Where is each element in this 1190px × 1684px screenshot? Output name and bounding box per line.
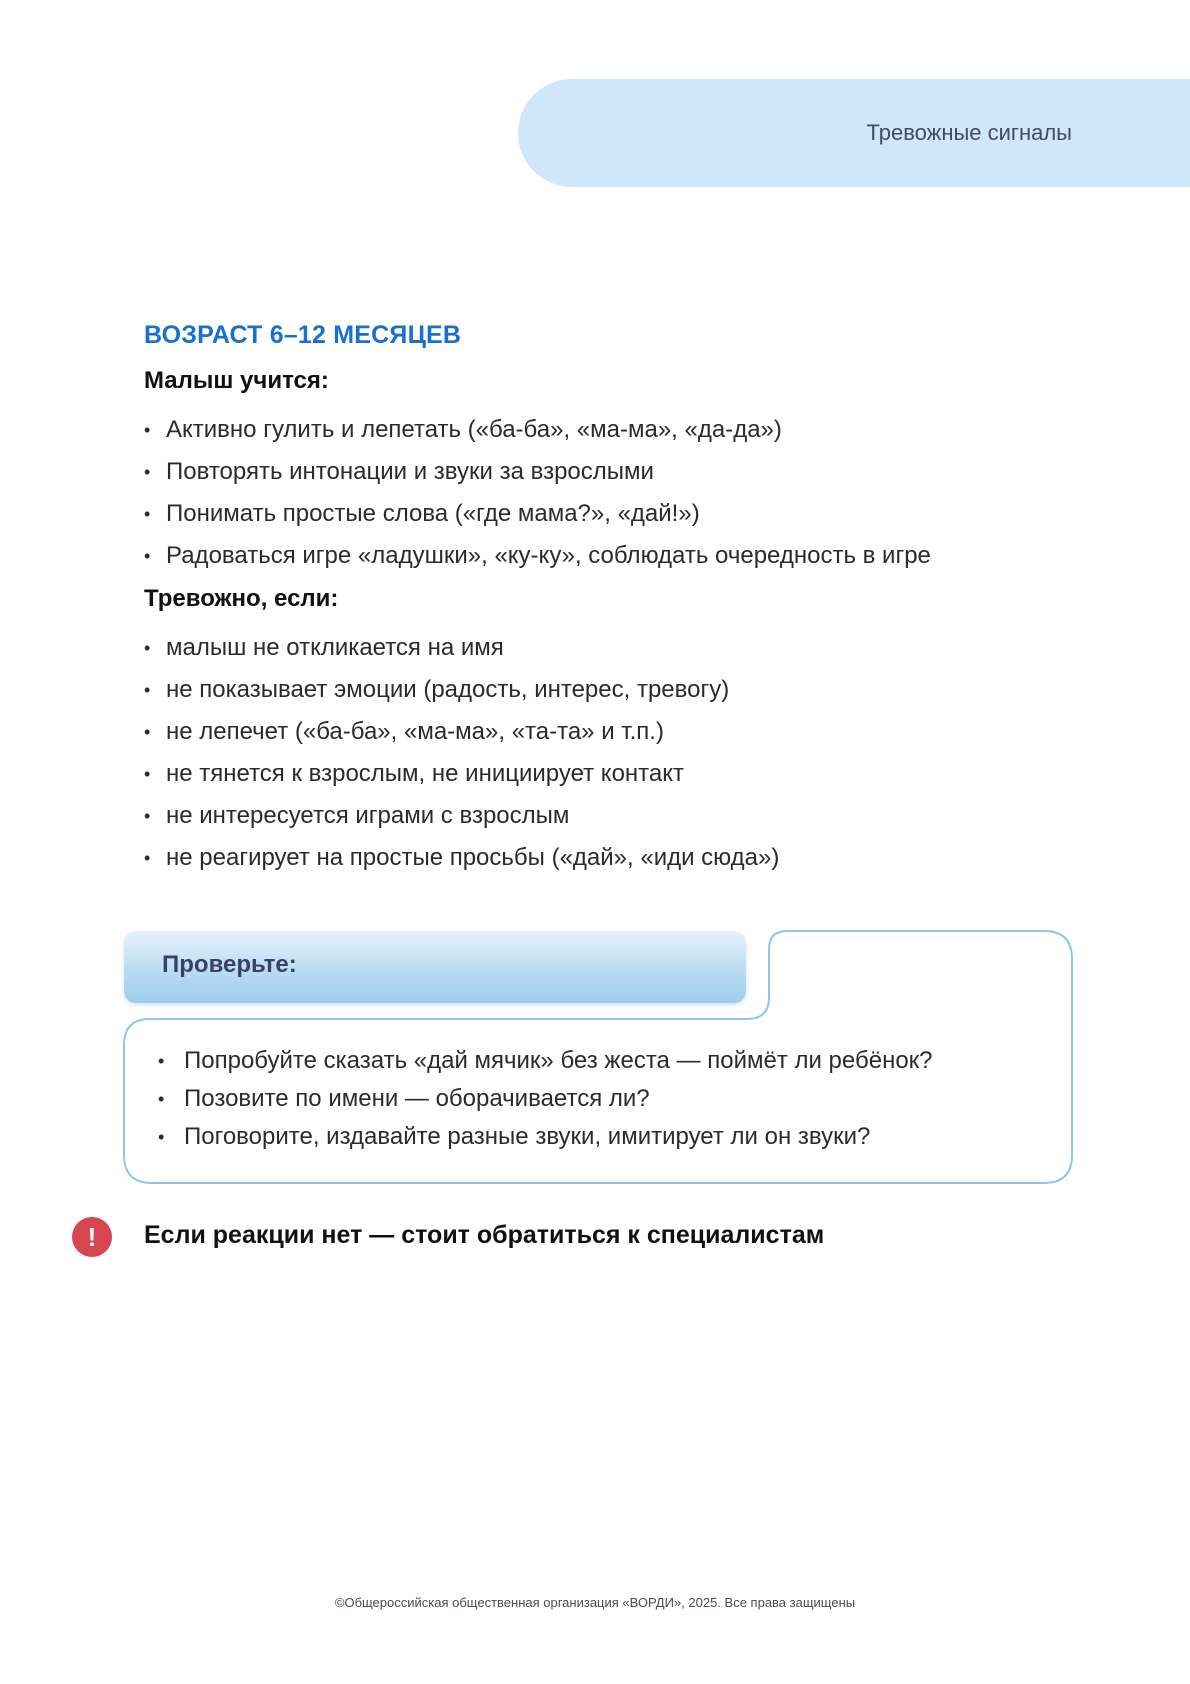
check-tab [124,931,746,1003]
list-item: • не показывает эмоции (радость, интерес, тревогу) [144,669,779,711]
section-title: Тревожные сигналы [866,120,1072,145]
list-item: • Радоваться игре «ладушки», «ку-ку», соблюдать очередность в игре [144,535,931,577]
list-item: • Понимать простые слова («где мама?», «дай!») [144,493,931,535]
list-item: • Активно гулить и лепетать («ба-ба», «ма-ма», «да-да») [144,409,931,451]
list-item: • не реагирует на простые просьбы («дай», «иди сюда») [144,837,779,879]
learns-list [144,409,931,577]
list-item: • Позовите по имени — оборачивается ли? [158,1080,933,1118]
list-item: • малыш не откликается на имя [144,627,779,669]
list-item: • Попробуйте сказать «дай мячик» без жеста — поймёт ли ребёнок? [158,1042,933,1080]
header-tab [518,79,1190,187]
learns-heading: Малыш учится: [144,367,329,394]
list-item: • не тянется к взрослым, не инициирует контакт [144,753,779,795]
check-list [158,1042,933,1156]
warning-heading: Тревожно, если: [144,585,339,612]
age-heading: ВОЗРАСТ 6–12 МЕСЯЦЕВ [144,321,462,349]
exclamation-icon: ! [72,1217,112,1257]
warning-list [144,627,779,879]
footer-copyright: ©Общероссийская общественная организация «ВОРДИ», 2025. Все права защищены [334,1595,856,1610]
alert-text: Если реакции нет — стоит обратиться к специалистам [144,1221,825,1249]
list-item: • не интересуется играми с взрослым [144,795,779,837]
list-item: • не лепечет («ба-ба», «ма-ма», «та-та» и т.п.) [144,711,779,753]
list-item: • Поговорите, издавайте разные звуки, имитирует ли он звуки? [158,1118,933,1156]
list-item: • Повторять интонации и звуки за взрослыми [144,451,931,493]
check-heading: Проверьте: [162,951,297,978]
